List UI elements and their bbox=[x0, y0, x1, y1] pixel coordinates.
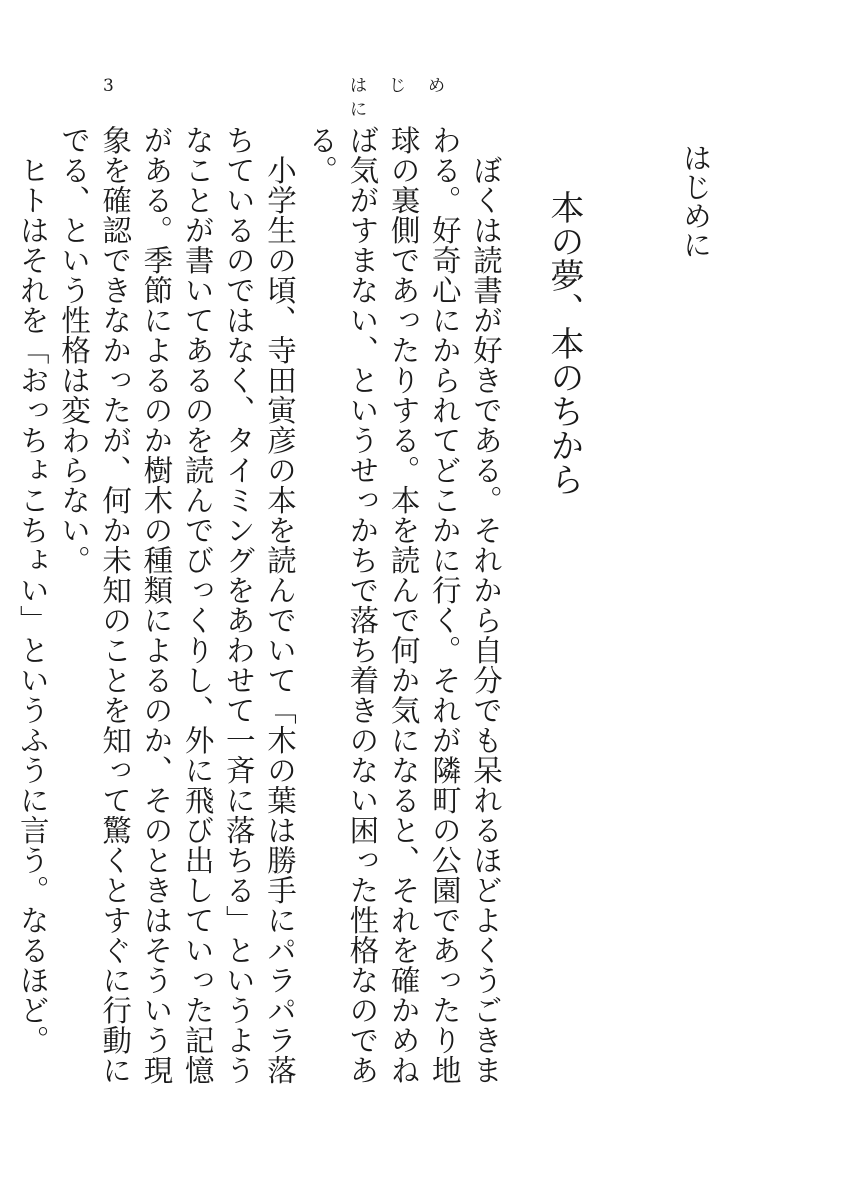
chapter-subtitle: 本の夢、本のちから bbox=[544, 190, 584, 496]
paragraph-1: ぼくは読書が好きである。それから自分でも呆れるほどよくうごきまわる。好奇心にかられてどこかに行く。それが隣町の公園であったり地球の裏側であったりする。本を読んで何か気になると、それを確かめねば気がすまない、というせっかちで落ち着きのない困った性格なのである。 bbox=[304, 125, 503, 1085]
paragraph-3: ヒトはそれを「おっちょこちょい」というふうに言う。なるほど。 bbox=[15, 154, 50, 1055]
page-number: 3 bbox=[103, 76, 114, 96]
body-text bbox=[12, 125, 506, 1110]
paragraph-2: 小学生の頃、寺田寅彦の本を読んでいて「木の葉は勝手にパラパラ落ちているのではなく、タイミングをあわせて一斉に落ちる」というようなことが書いてあるのを読んでびっくりし、外に飛び出していった記憶がある。季節によるのか樹木の種類によるのか、そのときはそういう現象を確認できなかったが、何か未知のことを知って驚くとすぐに行動にでる、という性格は変わらない。 bbox=[56, 125, 297, 1085]
running-title: はじめに bbox=[350, 76, 467, 120]
chapter-label: はじめに bbox=[679, 143, 713, 259]
